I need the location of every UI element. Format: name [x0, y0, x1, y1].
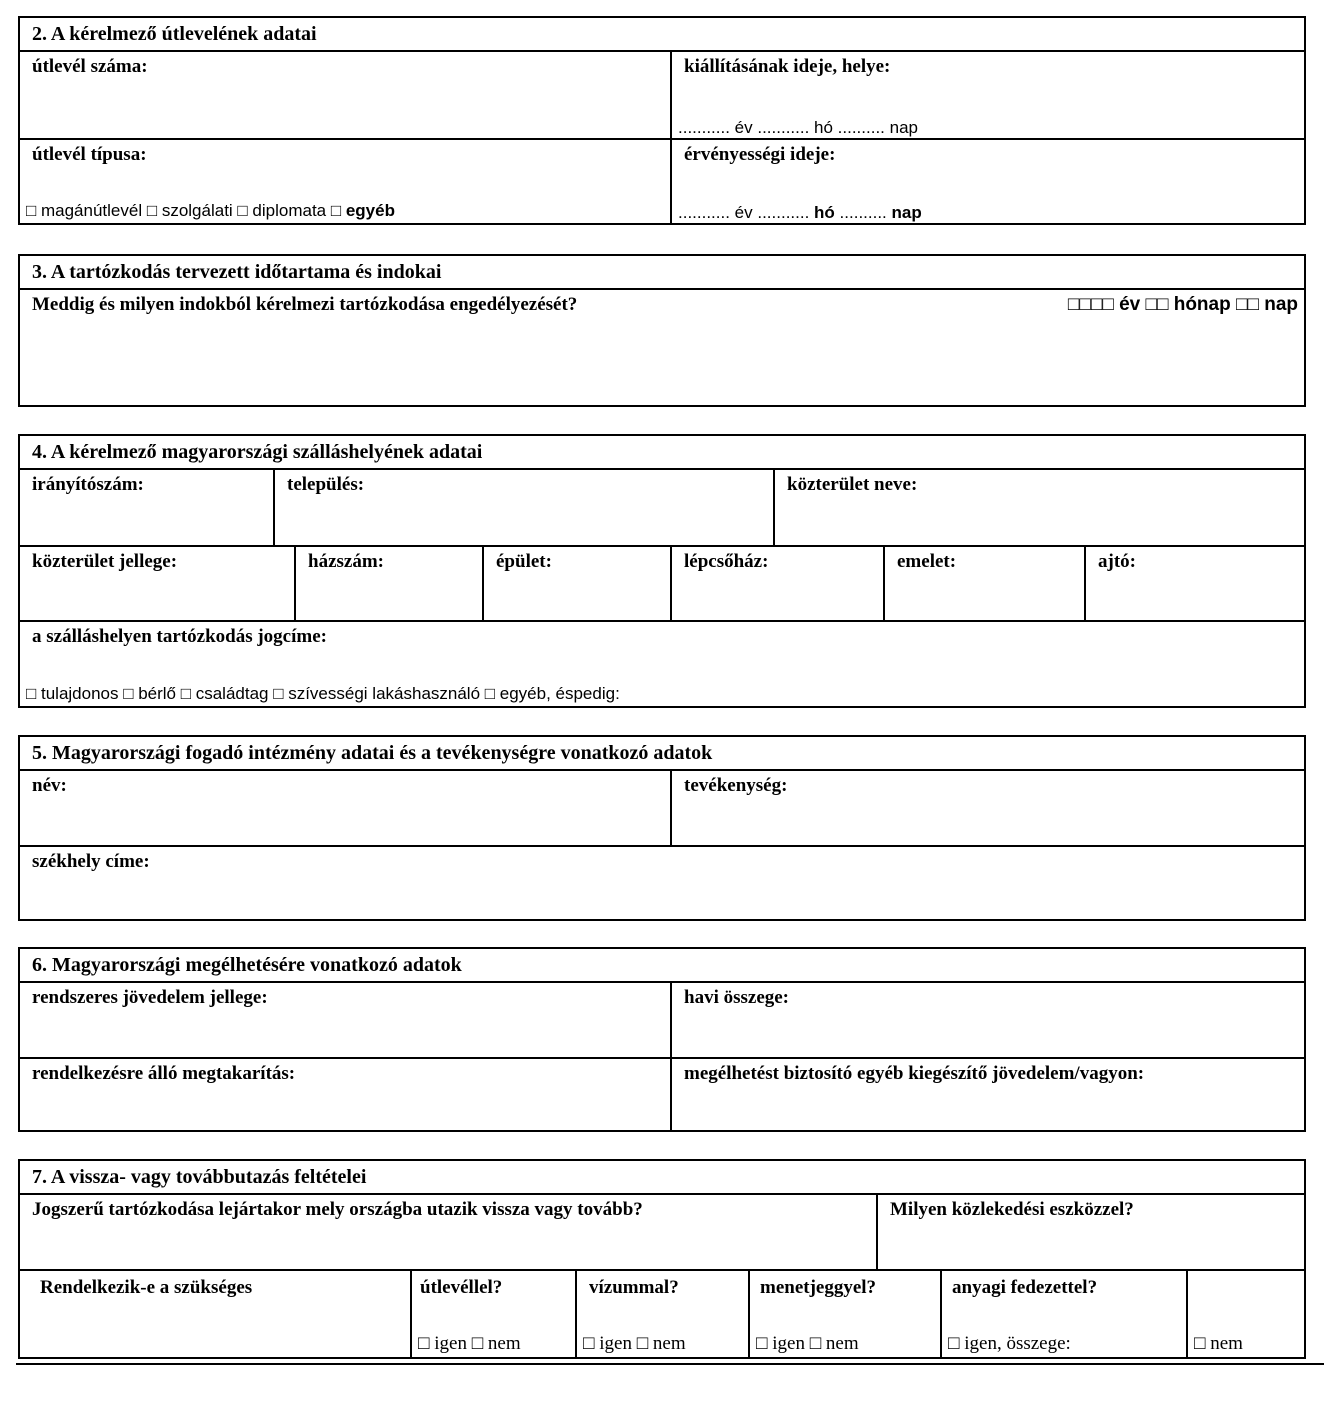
funds-no-cell[interactable]	[1186, 1269, 1304, 1357]
duration-checkboxes[interactable]: □□□□ év □□ hónap □□ nap	[1067, 294, 1298, 315]
savings-field[interactable]	[20, 1057, 670, 1130]
monthly-amount-field[interactable]	[670, 983, 1304, 1057]
section-title: 2. A kérelmező útlevelének adatai	[20, 18, 1304, 52]
city-field[interactable]	[273, 470, 773, 545]
passport-number-field[interactable]	[20, 52, 670, 138]
field-label: érvényességi ideje:	[684, 144, 836, 165]
section-subsistence	[18, 947, 1306, 1132]
section-title: 6. Magyarországi megélhetésére vonatkozó adatok	[20, 949, 1304, 983]
section-stay-duration	[18, 254, 1306, 407]
validity-field[interactable]	[670, 138, 1304, 223]
field-label: épület:	[496, 551, 552, 572]
has-required-label-cell	[20, 1269, 410, 1357]
field-label: lépcsőház:	[684, 551, 769, 572]
visa-check-cell[interactable]	[575, 1269, 748, 1357]
field-label: név:	[32, 775, 67, 796]
income-type-field[interactable]	[20, 983, 670, 1057]
field-label: székhely címe:	[32, 851, 150, 872]
field-label: rendelkezésre álló megtakarítás:	[32, 1063, 296, 1084]
floor-field[interactable]	[883, 545, 1084, 620]
field-label: házszám:	[308, 551, 384, 572]
transport-field[interactable]	[876, 1195, 1304, 1269]
duration-field[interactable]	[20, 290, 1304, 405]
activity-field[interactable]	[670, 771, 1304, 845]
section-accommodation	[18, 434, 1306, 708]
legal-title-options[interactable]: □ tulajdonos □ bérlő □ családtag □ szívességi lakáshasználó □ egyéb, éspedig:	[26, 684, 620, 703]
footer-rule	[16, 1363, 1324, 1365]
section-title: 3. A tartózkodás tervezett időtartama és indokai	[20, 256, 1304, 290]
field-label: útlevél típusa:	[32, 144, 147, 165]
field-label: tevékenység:	[684, 775, 788, 796]
street-name-field[interactable]	[773, 470, 1304, 545]
field-label: anyagi fedezettel?	[952, 1277, 1098, 1298]
ticket-check-cell[interactable]	[748, 1269, 940, 1357]
destination-field[interactable]	[20, 1195, 876, 1269]
field-label: Meddig és milyen indokból kérelmezi tartózkodása engedélyezését?	[32, 294, 578, 315]
field-label: település:	[287, 474, 365, 495]
section-title: 5. Magyarországi fogadó intézmény adatai és a tevékenységre vonatkozó adatok	[20, 737, 1304, 771]
section-host-institution	[18, 735, 1306, 921]
section-title: 4. A kérelmező magyarországi szálláshelyének adatai	[20, 436, 1304, 470]
section-return-travel	[18, 1159, 1306, 1359]
door-field[interactable]	[1084, 545, 1304, 620]
legal-title-field[interactable]	[20, 620, 1304, 706]
passport-check-cell[interactable]	[410, 1269, 575, 1357]
validity-date-line: ........... év ........... hó .......... nap	[678, 203, 922, 222]
field-label: kiállításának ideje, helye:	[684, 56, 891, 77]
field-label: megélhetést biztosító egyéb kiegészítő jövedelem/vagyon:	[684, 1063, 1145, 1084]
funds-no-option[interactable]: □ nem	[1194, 1333, 1243, 1354]
zip-field[interactable]	[20, 470, 273, 545]
section-passport	[18, 16, 1306, 225]
issue-date-line: ........... év ........... hó .......... nap	[678, 118, 918, 137]
passport-options[interactable]: □ igen □ nem	[418, 1333, 521, 1354]
seat-address-field[interactable]	[20, 845, 1304, 919]
field-label: rendszeres jövedelem jellege:	[32, 987, 268, 1008]
passport-type-options[interactable]: □ magánútlevél □ szolgálati □ diplomata □ egyéb	[26, 201, 395, 220]
passport-type-field[interactable]	[20, 138, 670, 223]
other-income-field[interactable]	[670, 1057, 1304, 1130]
field-label: vízummal?	[589, 1277, 679, 1298]
field-label: Jogszerű tartózkodása lejártakor mely országba utazik vissza vagy tovább?	[32, 1199, 643, 1220]
field-label: a szálláshelyen tartózkodás jogcíme:	[32, 626, 327, 647]
field-label: irányítószám:	[32, 474, 144, 495]
street-type-field[interactable]	[20, 545, 294, 620]
field-label: Rendelkezik-e a szükséges	[40, 1277, 253, 1298]
field-label: útlevél száma:	[32, 56, 148, 77]
staircase-field[interactable]	[670, 545, 883, 620]
field-label: ajtó:	[1098, 551, 1136, 572]
visa-options[interactable]: □ igen □ nem	[583, 1333, 686, 1354]
funds-check-cell[interactable]	[940, 1269, 1186, 1357]
field-label: közterület jellege:	[32, 551, 178, 572]
field-label: emelet:	[897, 551, 957, 572]
ticket-options[interactable]: □ igen □ nem	[756, 1333, 859, 1354]
field-label: Milyen közlekedési eszközzel?	[890, 1199, 1134, 1220]
field-label: menetjeggyel?	[760, 1277, 877, 1298]
field-label: közterület neve:	[787, 474, 918, 495]
issue-field[interactable]	[670, 52, 1304, 138]
funds-options[interactable]: □ igen, összege:	[948, 1333, 1071, 1354]
house-number-field[interactable]	[294, 545, 482, 620]
building-field[interactable]	[482, 545, 670, 620]
field-label: havi összege:	[684, 987, 790, 1008]
field-label: útlevéllel?	[420, 1277, 503, 1298]
name-field[interactable]	[20, 771, 670, 845]
section-title: 7. A vissza- vagy továbbutazás feltételei	[20, 1161, 1304, 1195]
